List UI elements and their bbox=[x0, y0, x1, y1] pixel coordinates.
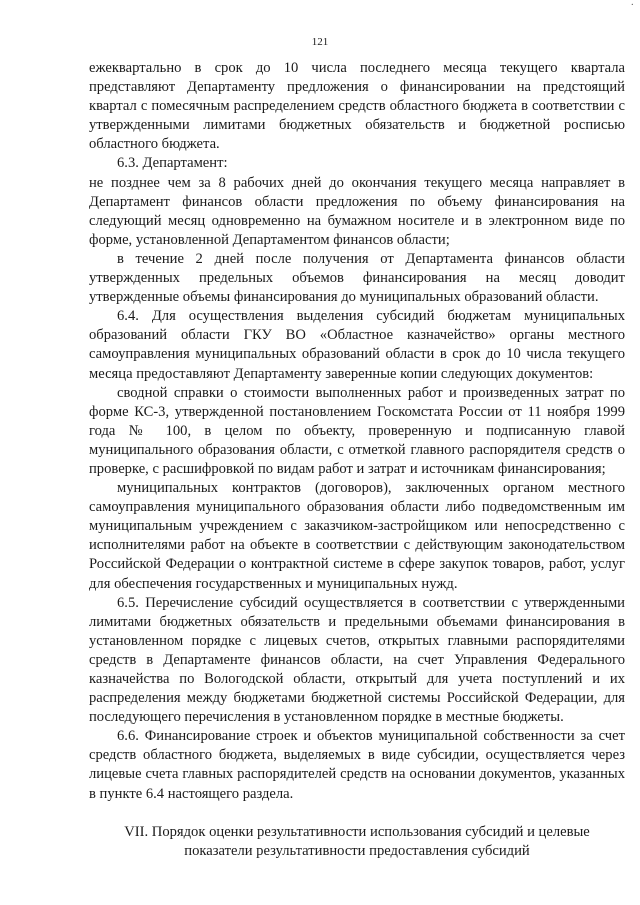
section-heading bbox=[89, 823, 625, 861]
paragraph-6-6: 6.6. Финансирование строек и объектов муниципальной собственности за счет средств областного бюджета, выделяемых в виде субсидии, осуществляется через лицевые счета главных распорядителей средств на основании документов, указанных в пункте 6.4 настоящего раздела. bbox=[89, 728, 625, 802]
paragraph-6-4: 6.4. Для осуществления выделения субсидий бюджетам муниципальных образований области ГКУ ВО «Областное казначейство» органы местного самоуправления муниципальных образований области в срок до 10 числа текущего месяца предоставляют Департаменту заверенные копии следующих документов: bbox=[89, 308, 625, 382]
paragraph-6-3-b: в течение 2 дней после получения от Департамента финансов области утвержденных предельных объемов финансирования на месяц доводит утвержденные объемы финансирования до муниципальных образований области. bbox=[89, 250, 625, 306]
paragraph-6-4-b: муниципальных контрактов (договоров), заключенных органом местного самоуправления муниципального образования области либо подведомственным им муниципальным учреждением с заказчиком-застройщиком или непосредственно с исполнителями работ на объекте в соответствии с действующим законодательством Российской Федерации о контрактной системе в сфере закупок товаров, работ, услуг для обеспечения государственных и муниципальных нужд. bbox=[89, 480, 625, 592]
body-text bbox=[89, 59, 625, 804]
paragraph-6-4-a: сводной справки о стоимости выполненных работ и произведенных затрат по форме КС-3, утвержденной постановлением Госкомстата России от 11 ноября 1999 года № 100, в целом по объекту, проверенную и подписанную главой муниципального образования области, с отметкой главного распорядителя средств о проверке, с расшифровкой по видам работ и затрат и источникам финансирования; bbox=[89, 384, 625, 477]
section-heading-line-1: VII. Порядок оценки результативности использования субсидий и целевые bbox=[124, 824, 590, 840]
paragraph-6-5: 6.5. Перечисление субсидий осуществляется в соответствии с утвержденными лимитами бюджетных обязательств и предельными объемами финансирования в установленном порядке с лицевых счетов, открытых главными распорядителями средств в Департаменте финансов области, на счет Управления Федерального казначейства по Вологодской области, открытый для учета поступлений и их распределения между бюджетами бюджетной системы Российской Федерации, для последующего перечисления в установленном порядке в местные бюджеты. bbox=[89, 594, 625, 726]
section-heading-line-2: показатели результативности предоставления субсидий bbox=[184, 843, 530, 860]
corner-mark: · bbox=[630, 0, 634, 11]
paragraph-intro: ежеквартально в срок до 10 числа последнего месяца текущего квартала представляют Департаменту предложения о финансировании на предстоящий квартал с помесячным распределением средств областного бюджета в соответствии с утвержденными лимитами бюджетных обязательств и бюджетной росписью областного бюджета. bbox=[89, 60, 625, 153]
page-number: 121 bbox=[311, 36, 329, 48]
paragraph-6-3: 6.3. Департамент: bbox=[117, 155, 228, 172]
paragraph-6-3-a: не позднее чем за 8 рабочих дней до окончания текущего месяца направляет в Департамент финансов области предложения по объему финансирования на следующий месяц одновременно на бумажном носителе и в электронном виде по форме, установленной Департаментом финансов области; bbox=[89, 174, 625, 248]
